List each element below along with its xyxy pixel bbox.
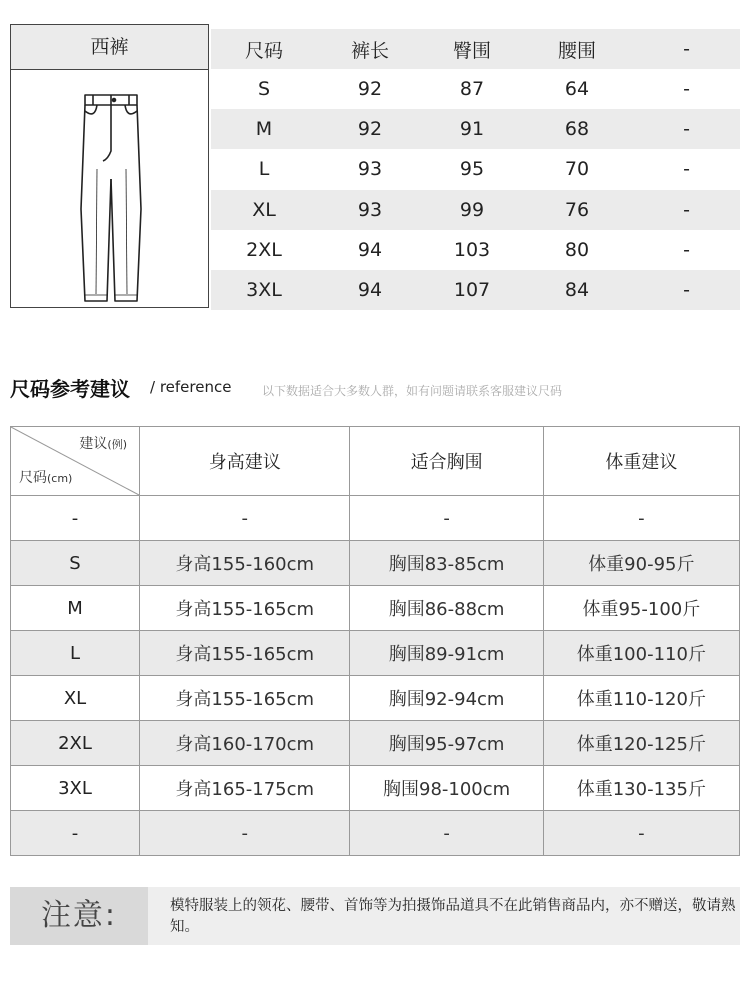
cell-weight: 体重110-120斤 <box>543 676 739 721</box>
cell-waist: 80 <box>564 238 590 261</box>
table-row <box>11 496 740 541</box>
cell-size: L <box>258 158 270 181</box>
cell-length: 92 <box>357 118 383 141</box>
header-hip: 臀围 <box>452 39 491 62</box>
cell-waist: 68 <box>564 118 590 141</box>
cell-length: 92 <box>357 78 383 101</box>
cell-height: 身高165-175cm <box>140 766 350 811</box>
notice-text: 模特服装上的领花、腰带、首饰等为拍摄饰品道具不在此销售商品内，亦不赠送，敬请熟知。 <box>170 898 736 935</box>
cell-hip: 87 <box>459 78 485 101</box>
corner-top-label: 建议(例) <box>79 436 127 452</box>
cell-height: 身高155-165cm <box>140 586 350 631</box>
cell-extra: - <box>683 158 690 181</box>
cell-chest: - <box>350 496 543 541</box>
cell-length: 94 <box>357 279 383 302</box>
cell-size: 3XL <box>246 279 282 302</box>
cell-hip: 103 <box>453 238 491 261</box>
size-table <box>211 29 740 310</box>
header-length: 裤长 <box>350 39 389 62</box>
notice-box <box>10 887 740 945</box>
pants-icon <box>71 89 151 313</box>
corner-cell <box>11 427 140 496</box>
table-row <box>11 586 740 631</box>
cell-extra: - <box>683 279 690 302</box>
pants-illustration-box <box>10 24 209 308</box>
cell-waist: 84 <box>564 279 590 302</box>
reference-table <box>10 426 740 856</box>
cell-hip: 107 <box>453 279 491 302</box>
cell-size: 2XL <box>11 721 140 766</box>
table-row <box>11 631 740 676</box>
cell-size: S <box>257 78 271 101</box>
cell-size: 2XL <box>246 238 282 261</box>
cell-hip: 99 <box>459 198 485 221</box>
cell-waist: 76 <box>564 198 590 221</box>
cell-height: 身高155-165cm <box>140 676 350 721</box>
cell-height: 身高155-160cm <box>140 541 350 586</box>
header-waist: 腰围 <box>557 39 596 62</box>
cell-length: 93 <box>357 158 383 181</box>
table-row <box>11 721 740 766</box>
notice-label: 注意: <box>10 887 148 945</box>
cell-weight: 体重120-125斤 <box>543 721 739 766</box>
cell-size: L <box>11 631 140 676</box>
cell-extra: - <box>683 198 690 221</box>
cell-weight: - <box>543 496 739 541</box>
header-size: 尺码 <box>244 39 283 62</box>
reference-header-row <box>11 427 740 496</box>
reference-title: 尺码参考建议 <box>10 377 130 401</box>
cell-chest: 胸围83-85cm <box>350 541 543 586</box>
cell-size: 3XL <box>11 766 140 811</box>
cell-chest: 胸围92-94cm <box>350 676 543 721</box>
cell-height: - <box>140 811 350 856</box>
cell-weight: 体重90-95斤 <box>543 541 739 586</box>
table-row <box>11 541 740 586</box>
header-weight: 体重建议 <box>543 427 739 496</box>
cell-size: - <box>11 811 140 856</box>
header-extra: - <box>683 38 690 60</box>
reference-subtitle: / reference <box>150 378 232 396</box>
cell-weight: 体重100-110斤 <box>543 631 739 676</box>
cell-height: 身高160-170cm <box>140 721 350 766</box>
pants-title: 西裤 <box>11 25 208 70</box>
size-table-header <box>211 29 740 69</box>
table-row <box>211 230 740 270</box>
table-row <box>211 109 740 149</box>
reference-note: 以下数据适合大多数人群，如有问题请联系客服建议尺码 <box>262 384 563 398</box>
header-height: 身高建议 <box>140 427 350 496</box>
cell-hip: 95 <box>459 158 485 181</box>
cell-size: - <box>11 496 140 541</box>
table-row <box>211 69 740 109</box>
header-chest: 适合胸围 <box>350 427 543 496</box>
cell-size: XL <box>11 676 140 721</box>
cell-size: XL <box>252 198 276 221</box>
cell-extra: - <box>683 238 690 261</box>
table-row <box>211 149 740 189</box>
cell-weight: 体重130-135斤 <box>543 766 739 811</box>
cell-length: 93 <box>357 198 383 221</box>
table-row <box>11 811 740 856</box>
cell-chest: - <box>350 811 543 856</box>
table-row <box>11 676 740 721</box>
cell-hip: 91 <box>459 118 485 141</box>
cell-length: 94 <box>357 238 383 261</box>
cell-chest: 胸围98-100cm <box>350 766 543 811</box>
corner-bottom-label: 尺码(cm) <box>19 470 73 486</box>
table-row <box>211 190 740 230</box>
table-row <box>11 766 740 811</box>
cell-weight: - <box>543 811 739 856</box>
cell-waist: 64 <box>564 78 590 101</box>
cell-chest: 胸围86-88cm <box>350 586 543 631</box>
cell-chest: 胸围95-97cm <box>350 721 543 766</box>
cell-extra: - <box>683 118 690 141</box>
cell-size: M <box>11 586 140 631</box>
cell-chest: 胸围89-91cm <box>350 631 543 676</box>
cell-height: - <box>140 496 350 541</box>
cell-extra: - <box>683 78 690 101</box>
cell-height: 身高155-165cm <box>140 631 350 676</box>
table-row <box>211 270 740 310</box>
cell-size: M <box>255 118 273 141</box>
cell-weight: 体重95-100斤 <box>543 586 739 631</box>
cell-waist: 70 <box>564 158 590 181</box>
cell-size: S <box>11 541 140 586</box>
